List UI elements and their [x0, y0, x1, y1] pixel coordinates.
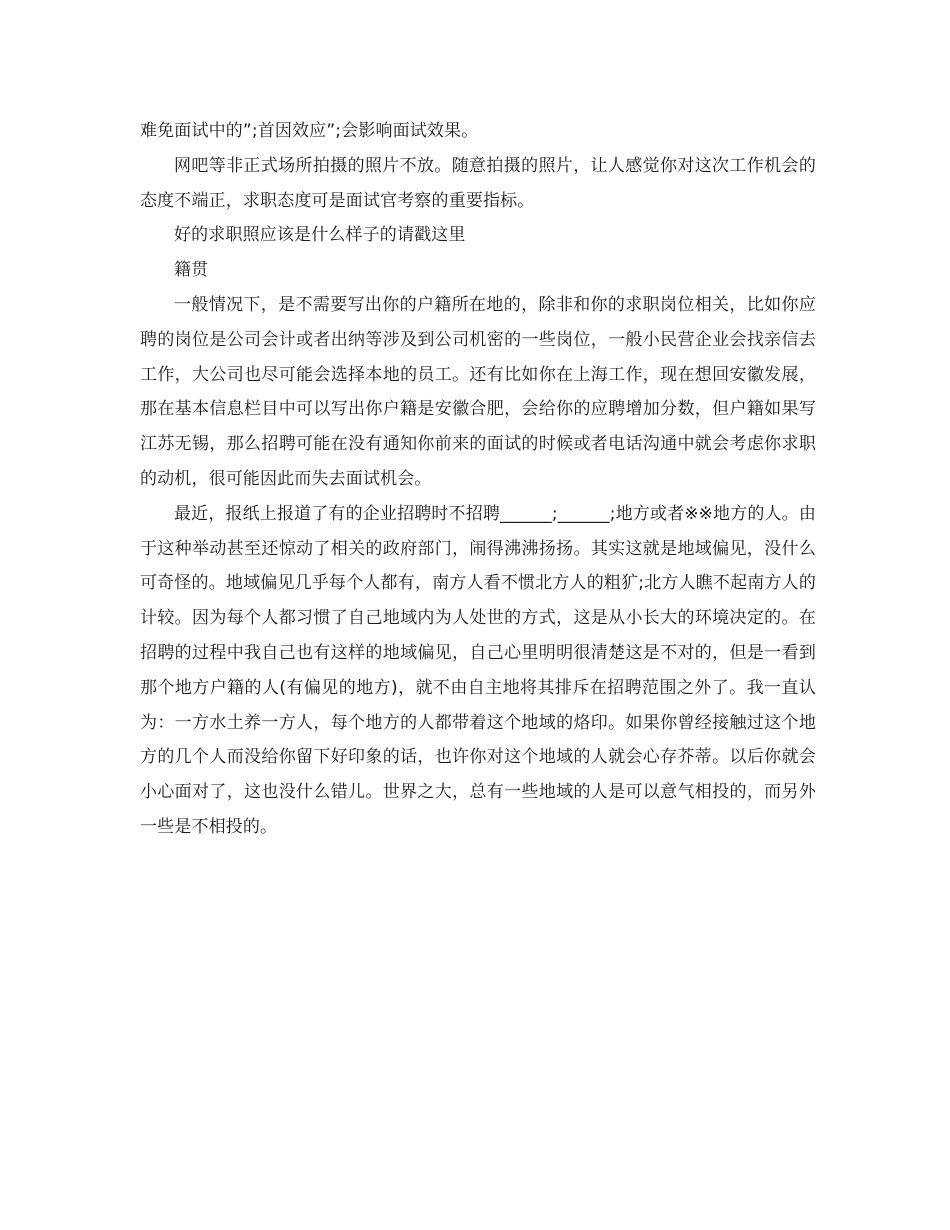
paragraph-regional-bias: 最近，报纸上报道了有的企业招聘时不招聘______;______;地方或者※※地方的人。由于这种举动甚至还惊动了相关的政府部门，闹得沸沸扬扬。其实这就是地域偏见，没什么可奇怪的。地域偏见几乎每个人都有，南方人看不惯北方人的粗犷;北方人瞧不起南方人的计较。因为每个人都习惯了自己地域内为人处世的方式，这是从小长大的环境决定的。在招聘的过程中我自己也有这样的地域偏见，自己心里明明很清楚这是不对的，但是一看到那个地方户籍的人(有偏见的地方)，就不由自主地将其排斥在招聘范围之外了。我一直认为：一方水土养一方人，每个地方的人都带着这个地域的烙印。如果你曾经接触过这个地方的几个人而没给你留下好印象的话，也许你对这个地域的人就会心存芥蒂。以后你就会小心面对了，这也没什么错儿。世界之大，总有一些地域的人是可以意气相投的，而另外一些是不相投的。 — [140, 503, 816, 837]
paragraph-photo-advice: 网吧等非正式场所拍摄的照片不放。随意拍摄的照片，让人感觉你对这次工作机会的态度不端正，求职态度可是面试官考察的重要指标。 — [140, 155, 816, 211]
paragraph-native-place: 一般情况下，是不需要写出你的户籍所在地的，除非和你的求职岗位相关，比如你应聘的岗位是公司会计或者出纳等涉及到公司机密的一些岗位，一般小民营企业会找亲信去工作，大公司也尽可能会选择本地的员工。还有比如你在上海工作，现在想回安徽发展，那在基本信息栏目中可以写出你户籍是安徽合肥，会给你的应聘增加分数，但户籍如果写江苏无锡，那么招聘可能在没有通知你前来的面试的时候或者电话沟通中就会考虑你求职的动机，很可能因此而失去面试机会。 — [140, 294, 816, 489]
section-heading-native-place: 籍贯 — [174, 260, 209, 281]
document-body — [140, 114, 816, 845]
paragraph-photo-link: 好的求职照应该是什么样子的请戳这里 — [174, 225, 466, 246]
paragraph-continuation: 难免面试中的”;首因效应”;会影响面试效果。 — [140, 121, 479, 141]
